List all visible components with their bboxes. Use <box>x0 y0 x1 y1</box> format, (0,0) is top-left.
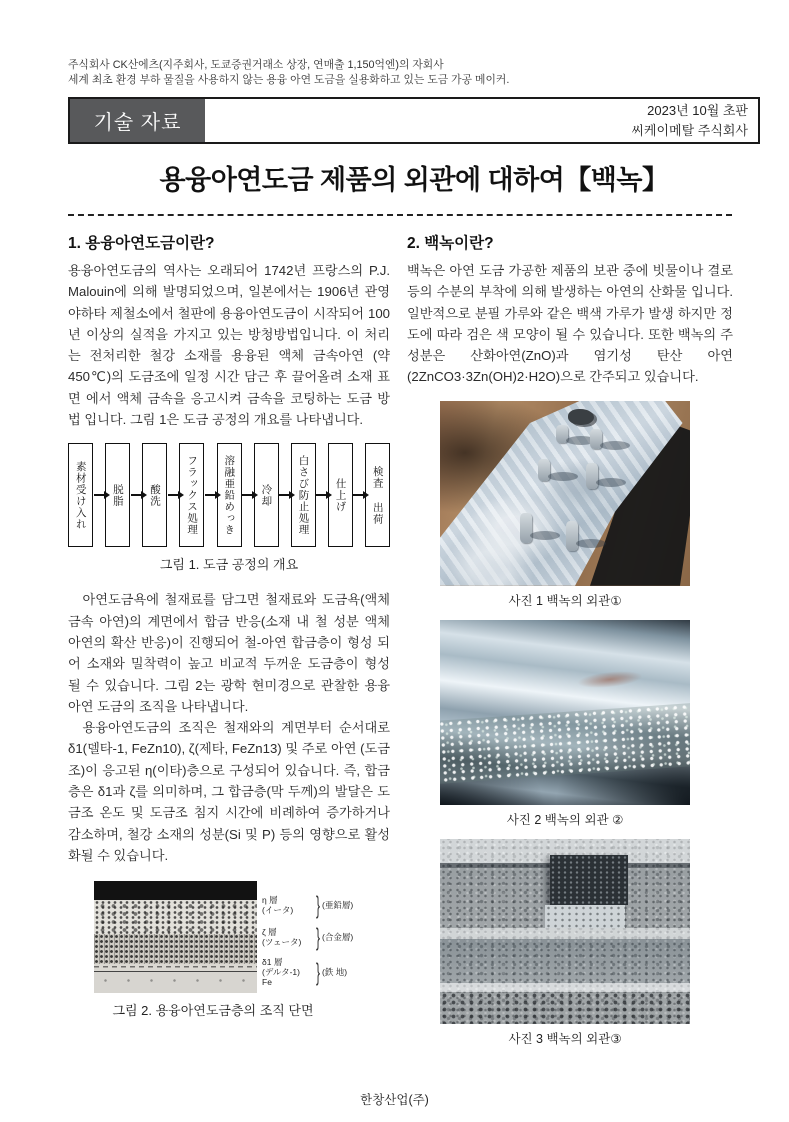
section2-heading: 2. 백녹이란? <box>407 235 494 252</box>
process-step-box: 脱脂 <box>105 443 130 547</box>
section1-paragraph-1: 용융아연도금의 역사는 오래되어 1742년 프랑스의 P.J. Malouin에 의해 발명되었으며, 일본에서는 1906년 관영 야하타 제철소에서 철판에 용융아연도금이 시작되어 100년 이상의 실적을 가지고 있는 방청방법입니다. 이 처리는 전처리한 철강 소재를 용융된 액체 금속아연 (약 450℃)의 도금조에 일정 시간 담근 후 끌어올려 소재 표면 에서 액체 금속을 응고시켜 금속을 코팅하는 도금 방법 입니다. 그림 1은 도금 공정의 개요를 나타냅니다. <box>68 263 390 428</box>
micrograph-iron-base <box>94 972 257 993</box>
brace-icon: } <box>316 922 321 952</box>
photo3-block-base <box>545 905 625 927</box>
edition-date: 2023년 10월 초판 <box>647 102 748 118</box>
photo3-bottom-edge <box>440 983 690 992</box>
photo1-stud <box>556 425 568 443</box>
label-delta: δ1 層 <box>262 957 283 968</box>
micrograph-eta-layer <box>94 900 257 934</box>
label-iron-base: (鉄 地) <box>322 967 348 978</box>
brace-icon: } <box>316 890 321 920</box>
process-step-box: 白さび防止処理 <box>291 443 316 547</box>
label-delta-sub: (デルタ-1) <box>262 967 300 978</box>
tech-data-badge: 기술 자료 <box>70 99 205 142</box>
micrograph-delta-layer <box>94 964 257 972</box>
photo-white-rust-1 <box>440 401 690 586</box>
header-meta <box>205 99 758 142</box>
photo1-stud <box>590 429 602 449</box>
publisher-company: 씨케이메탈 주식회사 <box>631 122 748 138</box>
document-page <box>68 58 760 1058</box>
company-intro <box>68 58 760 88</box>
arrow-right-icon <box>316 494 327 496</box>
photo-white-rust-3 <box>440 839 690 1024</box>
photo3-ledge <box>440 928 690 939</box>
photo3-granite-base <box>440 992 690 1023</box>
arrow-right-icon <box>168 494 179 496</box>
section1-paragraph-3: 용융아연도금의 조직은 철재와의 계면부터 순서대로 δ1(델타-1, FeZn10), ζ(제타, FeZn13) 및 주로 아연 (도금조)이 응고된 η(이타)층으로 구성되어 있습니다. 즉, 합금층은 δ1과 ζ를 의미하며, 그 합금층(막 두께)의 발달은 도금조 온도 및 도금조 침지 시간에 비례하여 증가하거나 감소하며, 철강 소재의 성분(Si 및 P) 등의 영향으로 활성화될 수 있습니다. <box>68 720 390 863</box>
company-intro-line-2: 세계 최초 환경 부하 물질을 사용하지 않는 용융 아연 도금을 실용화하고 있는 도금 가공 메이커. <box>68 74 510 86</box>
arrow-right-icon <box>94 494 105 496</box>
process-step-box: 溶融亜鉛めっき <box>217 443 242 547</box>
label-eta-sub: (イータ) <box>262 905 294 916</box>
arrow-right-icon <box>205 494 216 496</box>
section1-paragraph-2: 아연도금욕에 철재료를 담그면 철재료와 도금욕(액체 금속 아연)의 계면에서 합금 반응(소재 내 철 성분 액체 아연의 확산 반응)이 진행되어 철-아연 합금층이 형성 되어 소재와 밀착력이 높고 비교적 두꺼운 도금층이 형성 될 수 있습니다. 그림 2는 광학 현미경으로 관찰한 용융 아연 도금의 조직을 나타냅니다. <box>68 592 390 714</box>
micrograph-zeta-layer <box>94 934 257 964</box>
brace-icon: } <box>316 957 321 987</box>
photo2-caption: 사진 2 백녹의 외관 ② <box>506 812 624 827</box>
photo1-stud <box>520 513 532 543</box>
document-header-box <box>68 97 760 144</box>
micrograph-mount-band <box>94 881 257 900</box>
photo1-caption: 사진 1 백녹의 외관① <box>508 593 622 608</box>
label-zinc-layer: (亜鉛層) <box>322 900 354 911</box>
process-flow-diagram <box>68 443 390 547</box>
photo1-dark-object <box>568 409 594 425</box>
arrow-right-icon <box>242 494 253 496</box>
photo1-stud <box>538 459 550 481</box>
label-delta-row <box>262 957 347 987</box>
arrow-right-icon <box>131 494 142 496</box>
dashed-divider <box>68 214 732 216</box>
label-zeta-row <box>262 922 354 952</box>
micrograph-labels <box>262 881 382 993</box>
process-step-box: 検査 出荷 <box>365 443 390 547</box>
photo1-stud <box>566 521 578 551</box>
photo3-caption: 사진 3 백녹의 외관③ <box>508 1031 622 1046</box>
photo3-channel <box>440 939 690 983</box>
page-title: 용융아연도금 제품의 외관에 대하여【백녹】 <box>159 165 669 195</box>
label-eta: η 層 <box>262 895 278 906</box>
micrograph-image <box>94 881 257 993</box>
photo-white-rust-2 <box>440 620 690 805</box>
two-column-body <box>68 231 760 1058</box>
page-footer-company: 한창산업(주) <box>360 1093 429 1107</box>
process-step-box: 仕上げ <box>328 443 353 547</box>
process-step-box: 素材受け入れ <box>68 443 93 547</box>
arrow-right-icon <box>353 494 364 496</box>
label-eta-row <box>262 890 354 920</box>
figure1-caption: 그림 1. 도금 공정의 개요 <box>159 557 299 573</box>
photo2-rust-smudge <box>577 668 642 690</box>
section2-paragraph-1: 백녹은 아연 도금 가공한 제품의 보관 중에 빗물이나 결로 등의 수분의 부착에 의해 발생하는 아연의 산화물 입니다. 일반적으로 분필 가루와 같은 백색 가루가 발생 하지만 정도에 따라 검은 색 모양이 될 수 있습니다. 또한 백녹의 주성분은 산화아연(ZnO)과 염기성 탄산 아연 (2ZnCO3·3Zn(OH)2·H2O)으로 간주되고 있습니다. <box>407 263 733 385</box>
process-step-box: 酸洗 <box>142 443 167 547</box>
photo3-dark-block <box>550 855 628 905</box>
photo1-stud <box>586 463 598 489</box>
photo2-white-rust-speckles <box>440 703 690 785</box>
label-zeta: ζ 層 <box>262 927 277 938</box>
company-intro-line-1: 주식회사 CK산에츠(지주회사, 도쿄증권거래소 상장, 연매출 1,150억엔)의 자회사 <box>68 59 444 71</box>
process-step-box: フラックス処理 <box>179 443 204 547</box>
figure2-caption: 그림 2. 용융아연도금층의 조직 단면 <box>112 1003 314 1019</box>
figure2-micrograph-block <box>94 881 390 993</box>
right-column <box>407 231 733 1058</box>
process-step-box: 冷却 <box>254 443 279 547</box>
label-fe: Fe <box>262 977 272 988</box>
arrow-right-icon <box>279 494 290 496</box>
left-column <box>68 231 390 1058</box>
section1-heading: 1. 용융아연도금이란? <box>68 235 215 252</box>
label-zeta-sub: (ツェータ) <box>262 937 302 948</box>
label-alloy-layer: (合金層) <box>322 932 354 943</box>
